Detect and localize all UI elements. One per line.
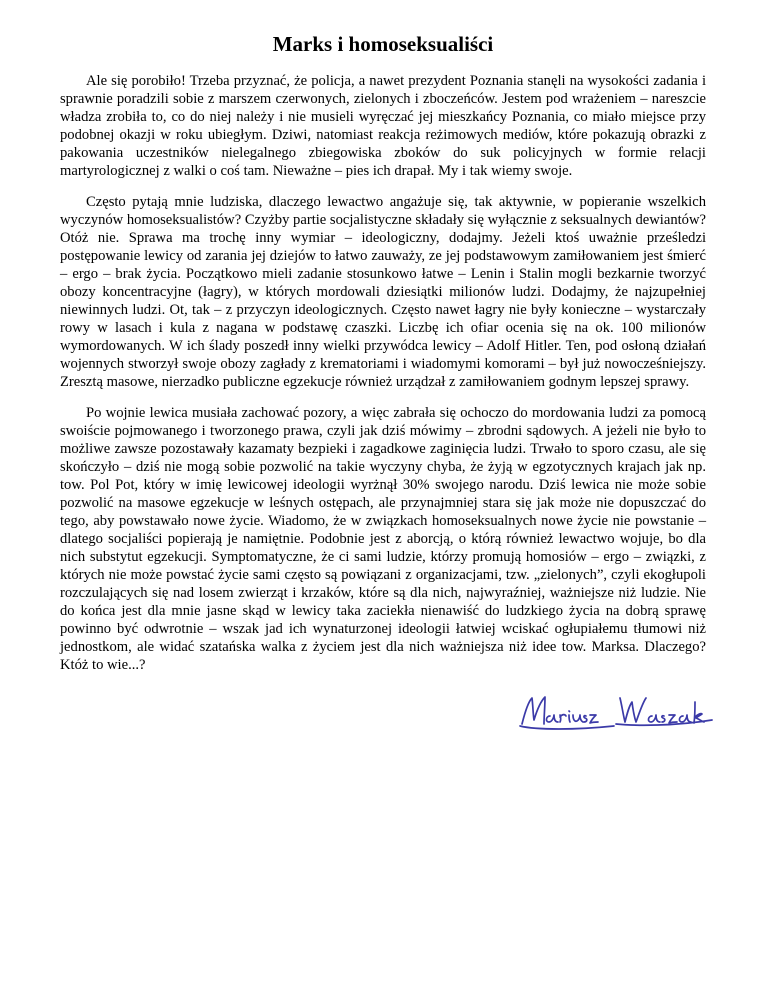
paragraph-1: Ale się porobiło! Trzeba przyznać, że policja, a nawet prezydent Poznania stanęli na wysokości zadania i sprawnie poradzili sobie z marszem czerwonych, zielonych i zboczeńców. Jestem pod wrażeniem – nareszcie władza zrobiła to, co do niej należy i nie musieli wyręczać jej mieszkańcy Poznania, co miało miejsce przy podobnej okazji w roku ubiegłym. Dziwi, natomiast reakcja reżimowych mediów, które pokazują obrazki z pakowania uczestników nielegalnego zbiegowiska zboków do suk policyjnych w formie relacji martyrologicznej z walki o coś tam. Nieważne – pies ich drapał. My i tak wiemy swoje. bbox=[60, 73, 706, 179]
document-title: Marks i homoseksualiści bbox=[272, 32, 494, 56]
handwritten-signature bbox=[516, 686, 716, 738]
paragraph-3: Po wojnie lewica musiała zachować pozory, a więc zabrała się ochoczo do mordowania ludzi za pomocą swoiście pojmowanego i tworzonego prawa, czyli jak dziś mówimy – zbrodni sądowych. A jeżeli nie było to możliwe zawsze pozostawały kazamaty bezpieki i zagadkowe zaginięcia ludzi. Trwało to sporo czasu, ale się skończyło – dziś nie mogą sobie pozwolić na takie wyczyny chyba, że żyją w egzotycznych krajach jak np. tow. Pol Pot, który w imię lewicowej ideologii wyrżnął 30% swojego narodu. Dziś lewica nie może sobie pozwolić na masowe egzekucje w leśnych ostępach, ale przynajmniej stara się jak może nie dopuszczać do tego, aby powstawało nowe życie. Wiadomo, że w związkach homoseksualnych nowe życie nie powstanie – dlatego socjaliści popierają je namiętnie. Podobnie jest z aborcją, o którą również lewactwo wojuje, bo dla nich substytut egzekucji. Symptomatyczne, że ci sami ludzie, którzy promują homosiów – ergo – związki, z których nie może powstać życie sami często są powiązani z organizacjami, tzw. „zielonych”, czyli ekogłupoli rozczulających się nad losem zwierząt i krzaków, które są dla nich, najwyraźniej, ważniejsze niż ludzie. Nie do końca jest dla mnie jasne skąd w lewicy taka zaciekła nienawiść do ludzkiego życia na dobrą sprawę powinno być odwrotnie – wszak jad ich wynaturzonej ideologii łatwiej wciskać ogłupiałemu tłumowi niż jednostkom, ale widać szatańska walka z życiem jest dla nich ważniejsza niż idee tow. Marksa. Dlaczego? Któż to wie...? bbox=[60, 405, 706, 673]
paragraph-2: Często pytają mnie ludziska, dlaczego lewactwo angażuje się, tak aktywnie, w popieranie wszelkich wyczynów homoseksualistów? Czyżby partie socjalistyczne składały się wyłącznie z seksualnych dewiantów? Otóż nie. Sprawa ma trochę inny wymiar – ideologiczny, dodajmy. Jeżeli ktoś uważnie prześledzi postępowanie lewicy od zarania jej dziejów to łatwo zauważy, ze jej podstawowym zamiłowaniem jest śmierć – ergo – brak życia. Początkowo mieli zadanie stosunkowo łatwe – Lenin i Stalin mogli bezkarnie tworzyć obozy koncentracyjne (łagry), w których mordowali dziesiątki milionów ludzi. Dodajmy, że najzupełniej niewinnych ludzi. Ot, tak – z przyczyn ideologicznych. Często nawet łagry nie były konieczne – wystarczały rowy w lasach i kula z nagana w podstawę czaszki. Liczbę ich ofiar ocenia się na ok. 100 milionów wymordowanych. W ich ślady poszedł inny wielki przywódca lewicy – Adolf Hitler. Ten, pod osłoną działań wojennych stworzył swoje obozy zagłady z krematoriami i wiadomymi komorami – był już nowocześniejszy. Zresztą masowe, nierzadko publiczne egzekucje również urządzał z zamiłowaniem godnym lepszej sprawy. bbox=[60, 194, 706, 390]
